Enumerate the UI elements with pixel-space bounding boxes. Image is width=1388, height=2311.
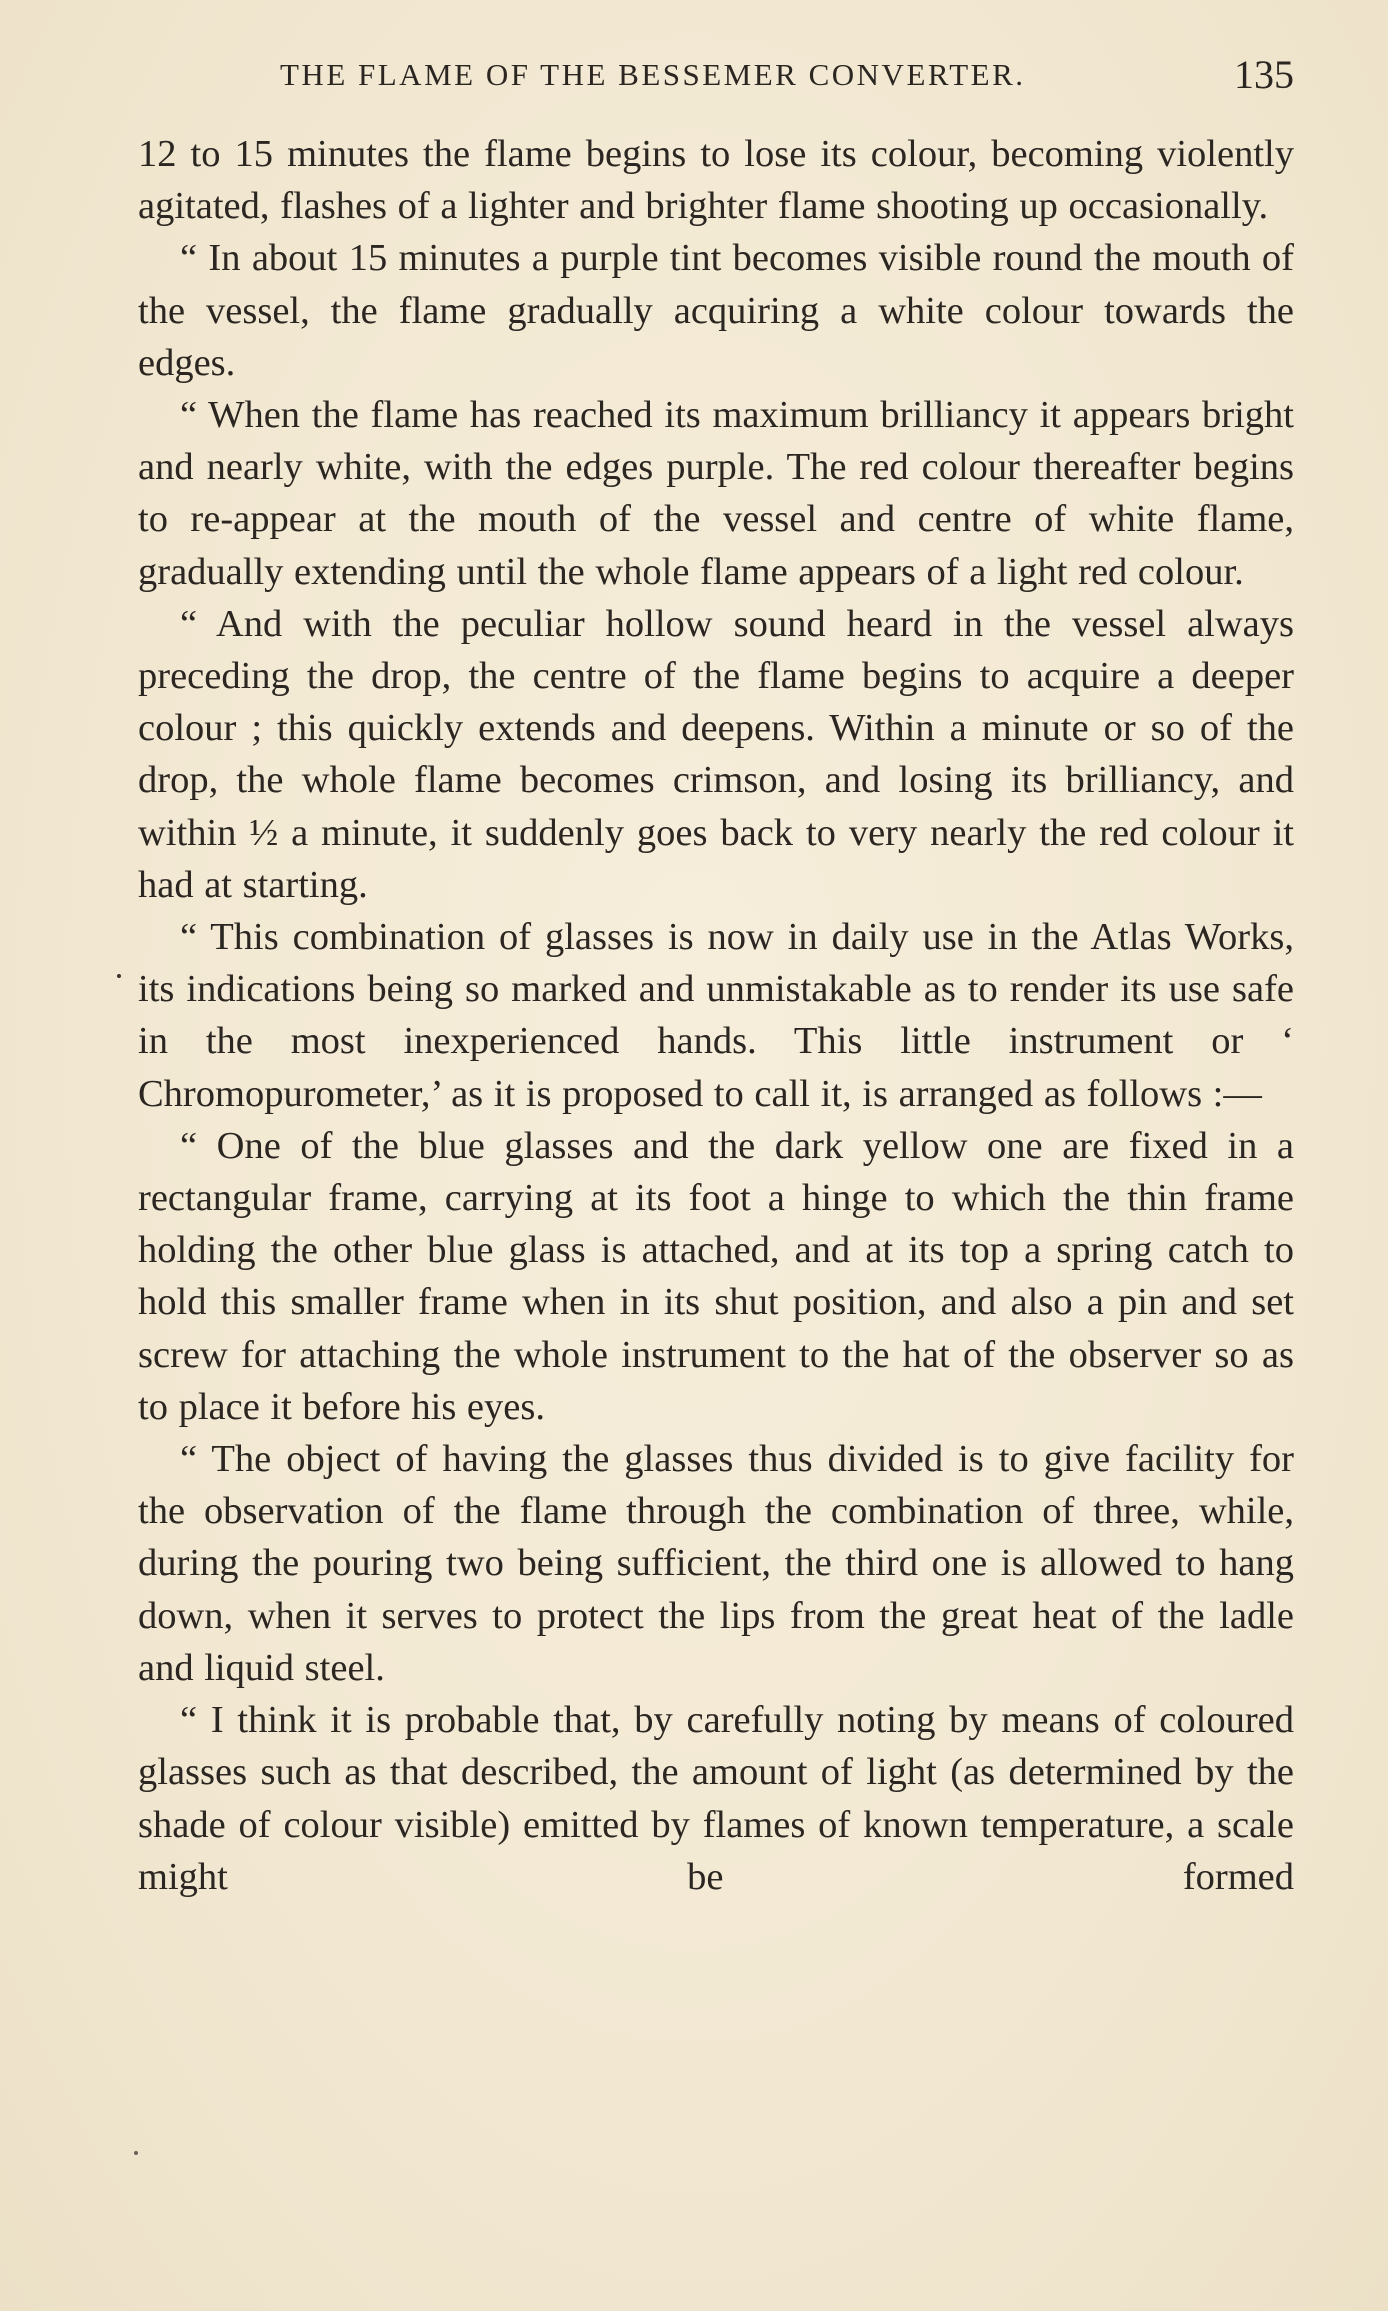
paragraph-atlas-works: “ This combination of glasses is now in daily use in the Atlas Works, its indications being so marked and unmistakable as to render its use safe in the most inexperienced hands. This little instrument or ‘ Chromopurometer,’ as it is proposed to call it, is arranged as follows :— bbox=[138, 916, 1294, 1115]
body-text bbox=[138, 128, 1294, 1903]
paragraph-maximum-brilliancy: “ When the flame has reached its maximum brilliancy it appears bright and nearly white, with the edges purple. The red colour thereafter begins to re-appear at the mouth of the vessel and centre of white flame, gradually extending until the whole flame appears of a light red colour. bbox=[138, 394, 1294, 593]
running-title: THE FLAME OF THE BESSEMER CONVERTER. bbox=[280, 57, 1026, 92]
paragraph-object-of-glasses: “ The object of having the glasses thus divided is to give facility for the observation of the flame through the combination of three, while, during the pouring two being sufficient, the third one is allowed to hang down, when it serves to protect the lips from the great heat of the ladle and liquid steel. bbox=[138, 1438, 1294, 1689]
ink-speck bbox=[134, 2151, 138, 2155]
paragraph-continuation: 12 to 15 minutes the flame begins to lose its colour, becoming violently agitated, flashes of a lighter and brighter flame shooting up occasionally. bbox=[138, 133, 1294, 228]
paragraph-glasses-frame: “ One of the blue glasses and the dark yellow one are fixed in a rectangular frame, carrying at its foot a hinge to which the thin frame holding the other blue glass is attached, and at its top a spring catch to hold this smaller frame when in its shut position, and also a pin and set screw for attaching the whole instrument to the hat of the observer so as to place it before his eyes. bbox=[138, 1124, 1294, 1428]
paragraph-hollow-sound: “ And with the peculiar hollow sound heard in the vessel always preceding the drop, the centre of the flame begins to acquire a deeper colour ; this quickly extends and deepens. Within a minute or so of the drop, the whole flame becomes crimson, and losing its brilliancy, and within ½ a minute, it suddenly goes back to very nearly the red colour it had at starting. bbox=[138, 602, 1294, 906]
page-number: 135 bbox=[1234, 52, 1294, 97]
ink-speck bbox=[117, 974, 121, 978]
paragraph-scale-formed: “ I think it is probable that, by carefully noting by means of coloured glasses such as that described, the amount of light (as determined by the shade of colour visible) emitted by flames of known temperature, a scale might be formed bbox=[138, 1699, 1294, 1898]
running-head bbox=[140, 50, 1294, 100]
paragraph-purple-tint: “ In about 15 minutes a purple tint becomes visible round the mouth of the vessel, the flame gradually acquiring a white colour towards the edges. bbox=[138, 237, 1294, 384]
